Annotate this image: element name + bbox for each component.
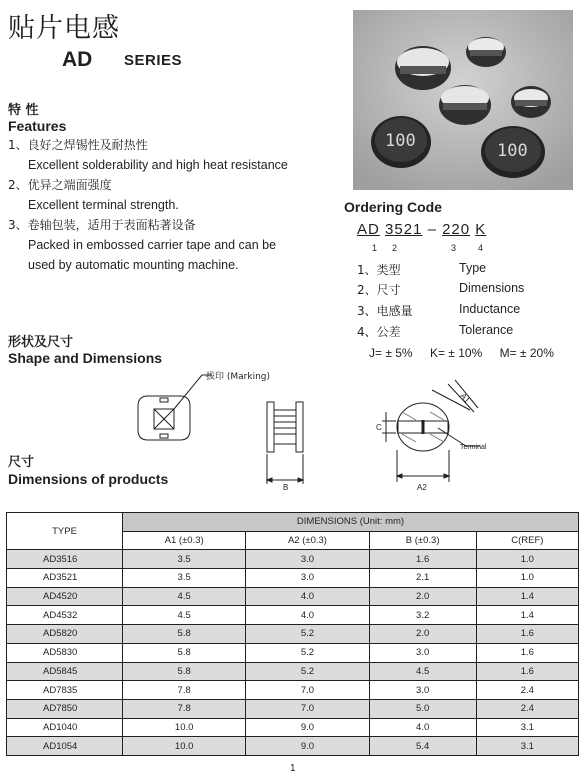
table-cell-value: 3.1	[476, 737, 578, 756]
shape-heading-en: Shape and Dimensions	[8, 350, 163, 366]
shape-heading-cn: 形状及尺寸	[8, 335, 74, 350]
ordering-item-4-en: Tolerance	[459, 323, 514, 337]
table-cell-type: AD5830	[7, 643, 123, 662]
part-number-4: 4	[478, 243, 484, 253]
table-cell-type: AD5820	[7, 625, 123, 644]
ordering-item-2-en: Dimensions	[459, 281, 525, 295]
col-b: B (±0.3)	[369, 531, 476, 550]
table-cell-type: AD4520	[7, 587, 123, 606]
table-cell-value: 7.8	[123, 699, 246, 718]
code-dash: –	[427, 221, 437, 238]
table-cell-value: 10.0	[123, 737, 246, 756]
photo-marking-1: 100	[385, 131, 416, 151]
table-cell-type: AD5845	[7, 662, 123, 681]
table-row	[7, 699, 579, 718]
dim-label-a1: A1	[458, 391, 472, 405]
table-cell-value: 7.0	[246, 699, 369, 718]
table-cell-value: 7.8	[123, 681, 246, 700]
table-cell-value: 3.0	[246, 569, 369, 588]
tolerance-m: M= ± 20%	[499, 346, 554, 360]
table-cell-value: 3.0	[246, 550, 369, 569]
page-title-cn: 贴片电感	[8, 13, 120, 44]
ordering-title: Ordering Code	[344, 199, 443, 215]
table-cell-value: 1.6	[476, 662, 578, 681]
table-cell-value: 1.6	[476, 643, 578, 662]
feature-1-cn: 1、良好之焊锡性及耐热性	[8, 138, 148, 152]
page-number: 1	[290, 763, 296, 774]
inductor-small-2	[466, 37, 506, 67]
ordering-item-3-cn: 3、电感量	[357, 304, 413, 318]
table-cell-type: AD3521	[7, 569, 123, 588]
code-type: AD	[357, 221, 380, 238]
table-cell-value: 3.5	[123, 569, 246, 588]
table-cell-value: 9.0	[246, 718, 369, 737]
inductor-small-3	[439, 85, 491, 125]
table-row	[7, 662, 579, 681]
marking-label: 拔印 (Marking)	[206, 372, 270, 382]
dim-label-c: C	[376, 423, 382, 432]
table-cell-value: 4.5	[369, 662, 476, 681]
features-list	[8, 135, 288, 275]
table-cell-value: 1.0	[476, 550, 578, 569]
products-heading-en: Dimensions of products	[8, 471, 169, 487]
table-cell-type: AD1054	[7, 737, 123, 756]
table-body	[7, 550, 579, 756]
ordering-item-1-cn: 1、类型	[357, 263, 401, 277]
table-cell-value: 3.0	[369, 643, 476, 662]
inductor-small-1	[395, 46, 451, 90]
table-row	[7, 550, 579, 569]
table-cell-value: 7.0	[246, 681, 369, 700]
table-row	[7, 569, 579, 588]
terminal-label: Terminal	[460, 444, 487, 451]
series-label: SERIES	[124, 52, 183, 69]
tolerance-k: K= ± 10%	[429, 346, 483, 360]
table-cell-value: 3.0	[369, 681, 476, 700]
table-cell-value: 5.2	[246, 625, 369, 644]
table-cell-value: 5.4	[369, 737, 476, 756]
table-cell-value: 1.0	[476, 569, 578, 588]
inductor-small-4	[511, 86, 551, 118]
feature-3-en: Packed in embossed carrier tape and can be	[28, 238, 277, 252]
dim-label-b: B	[283, 483, 289, 492]
code-dimensions: 3521	[385, 221, 423, 238]
ordering-item-2-cn: 2、尺寸	[357, 283, 401, 297]
series-code: AD	[62, 48, 93, 71]
photo-marking-2: 100	[497, 141, 528, 161]
ordering-item-3	[357, 302, 521, 319]
code-tolerance: K	[475, 221, 487, 238]
shape-drawing	[120, 362, 580, 497]
table-cell-type: AD4532	[7, 606, 123, 625]
col-c: C(REF)	[476, 531, 578, 550]
ordering-item-1-en: Type	[459, 261, 487, 275]
table-cell-value: 5.2	[246, 662, 369, 681]
table-cell-value: 5.0	[369, 699, 476, 718]
table-cell-value: 4.5	[123, 606, 246, 625]
table-row	[7, 625, 579, 644]
part-number-1: 1	[372, 243, 378, 253]
ordering-code	[357, 221, 486, 238]
table-row	[7, 587, 579, 606]
table-cell-value: 2.1	[369, 569, 476, 588]
feature-2-en: Excellent terminal strength.	[28, 198, 179, 212]
table-cell-value: 10.0	[123, 718, 246, 737]
tolerance-j: J= ± 5%	[369, 346, 413, 360]
table-cell-value: 2.4	[476, 681, 578, 700]
dimensions-group-header: DIMENSIONS (Unit: mm)	[123, 513, 579, 532]
col-a1: A1 (±0.3)	[123, 531, 246, 550]
table-cell-value: 1.4	[476, 587, 578, 606]
table-row	[7, 681, 579, 700]
table-cell-value: 5.8	[123, 643, 246, 662]
side-view	[267, 402, 303, 484]
type-header: TYPE	[7, 513, 123, 550]
top-view	[138, 375, 212, 440]
table-cell-type: AD3516	[7, 550, 123, 569]
table-cell-value: 3.5	[123, 550, 246, 569]
table-cell-value: 4.0	[369, 718, 476, 737]
feature-1-en: Excellent solderability and high heat resistance	[28, 158, 288, 172]
ordering-item-4-cn: 4、公差	[357, 325, 401, 339]
col-a2: A2 (±0.3)	[246, 531, 369, 550]
ordering-item-3-en: Inductance	[459, 302, 521, 316]
ordering-item-4	[357, 323, 514, 340]
table-cell-type: AD7835	[7, 681, 123, 700]
part-number-3: 3	[451, 243, 457, 253]
table-cell-value: 2.0	[369, 625, 476, 644]
table-row	[7, 737, 579, 756]
features-heading-cn: 特 性	[8, 103, 39, 118]
table-row	[7, 643, 579, 662]
table-row	[7, 606, 579, 625]
table-cell-value: 5.8	[123, 662, 246, 681]
table-cell-value: 4.0	[246, 587, 369, 606]
table-row	[7, 718, 579, 737]
table-cell-type: AD1040	[7, 718, 123, 737]
feature-3-cn: 3、卷轴包装，适用于表面粘著设备	[8, 218, 196, 232]
table-cell-value: 1.6	[369, 550, 476, 569]
features-heading-en: Features	[8, 118, 67, 134]
ordering-item-1	[357, 261, 487, 278]
table-cell-value: 1.4	[476, 606, 578, 625]
table-cell-value: 4.0	[246, 606, 369, 625]
table-cell-value: 2.0	[369, 587, 476, 606]
feature-2-cn: 2、优异之端面强度	[8, 178, 112, 192]
feature-3-en-line2: used by automatic mounting machine.	[28, 258, 239, 272]
products-heading-cn: 尺寸	[8, 455, 35, 470]
table-cell-value: 9.0	[246, 737, 369, 756]
table-cell-value: 3.2	[369, 606, 476, 625]
part-number-2: 2	[392, 243, 398, 253]
dimensions-table	[6, 512, 579, 756]
tolerance-codes	[369, 346, 568, 360]
table-cell-value: 5.8	[123, 625, 246, 644]
ordering-item-2	[357, 281, 525, 298]
product-photo	[353, 10, 573, 190]
dim-label-a2: A2	[417, 483, 427, 492]
table-cell-type: AD7850	[7, 699, 123, 718]
table-cell-value: 1.6	[476, 625, 578, 644]
table-cell-value: 2.4	[476, 699, 578, 718]
table-cell-value: 4.5	[123, 587, 246, 606]
code-inductance: 220	[442, 221, 471, 238]
table-cell-value: 3.1	[476, 718, 578, 737]
table-cell-value: 5.2	[246, 643, 369, 662]
